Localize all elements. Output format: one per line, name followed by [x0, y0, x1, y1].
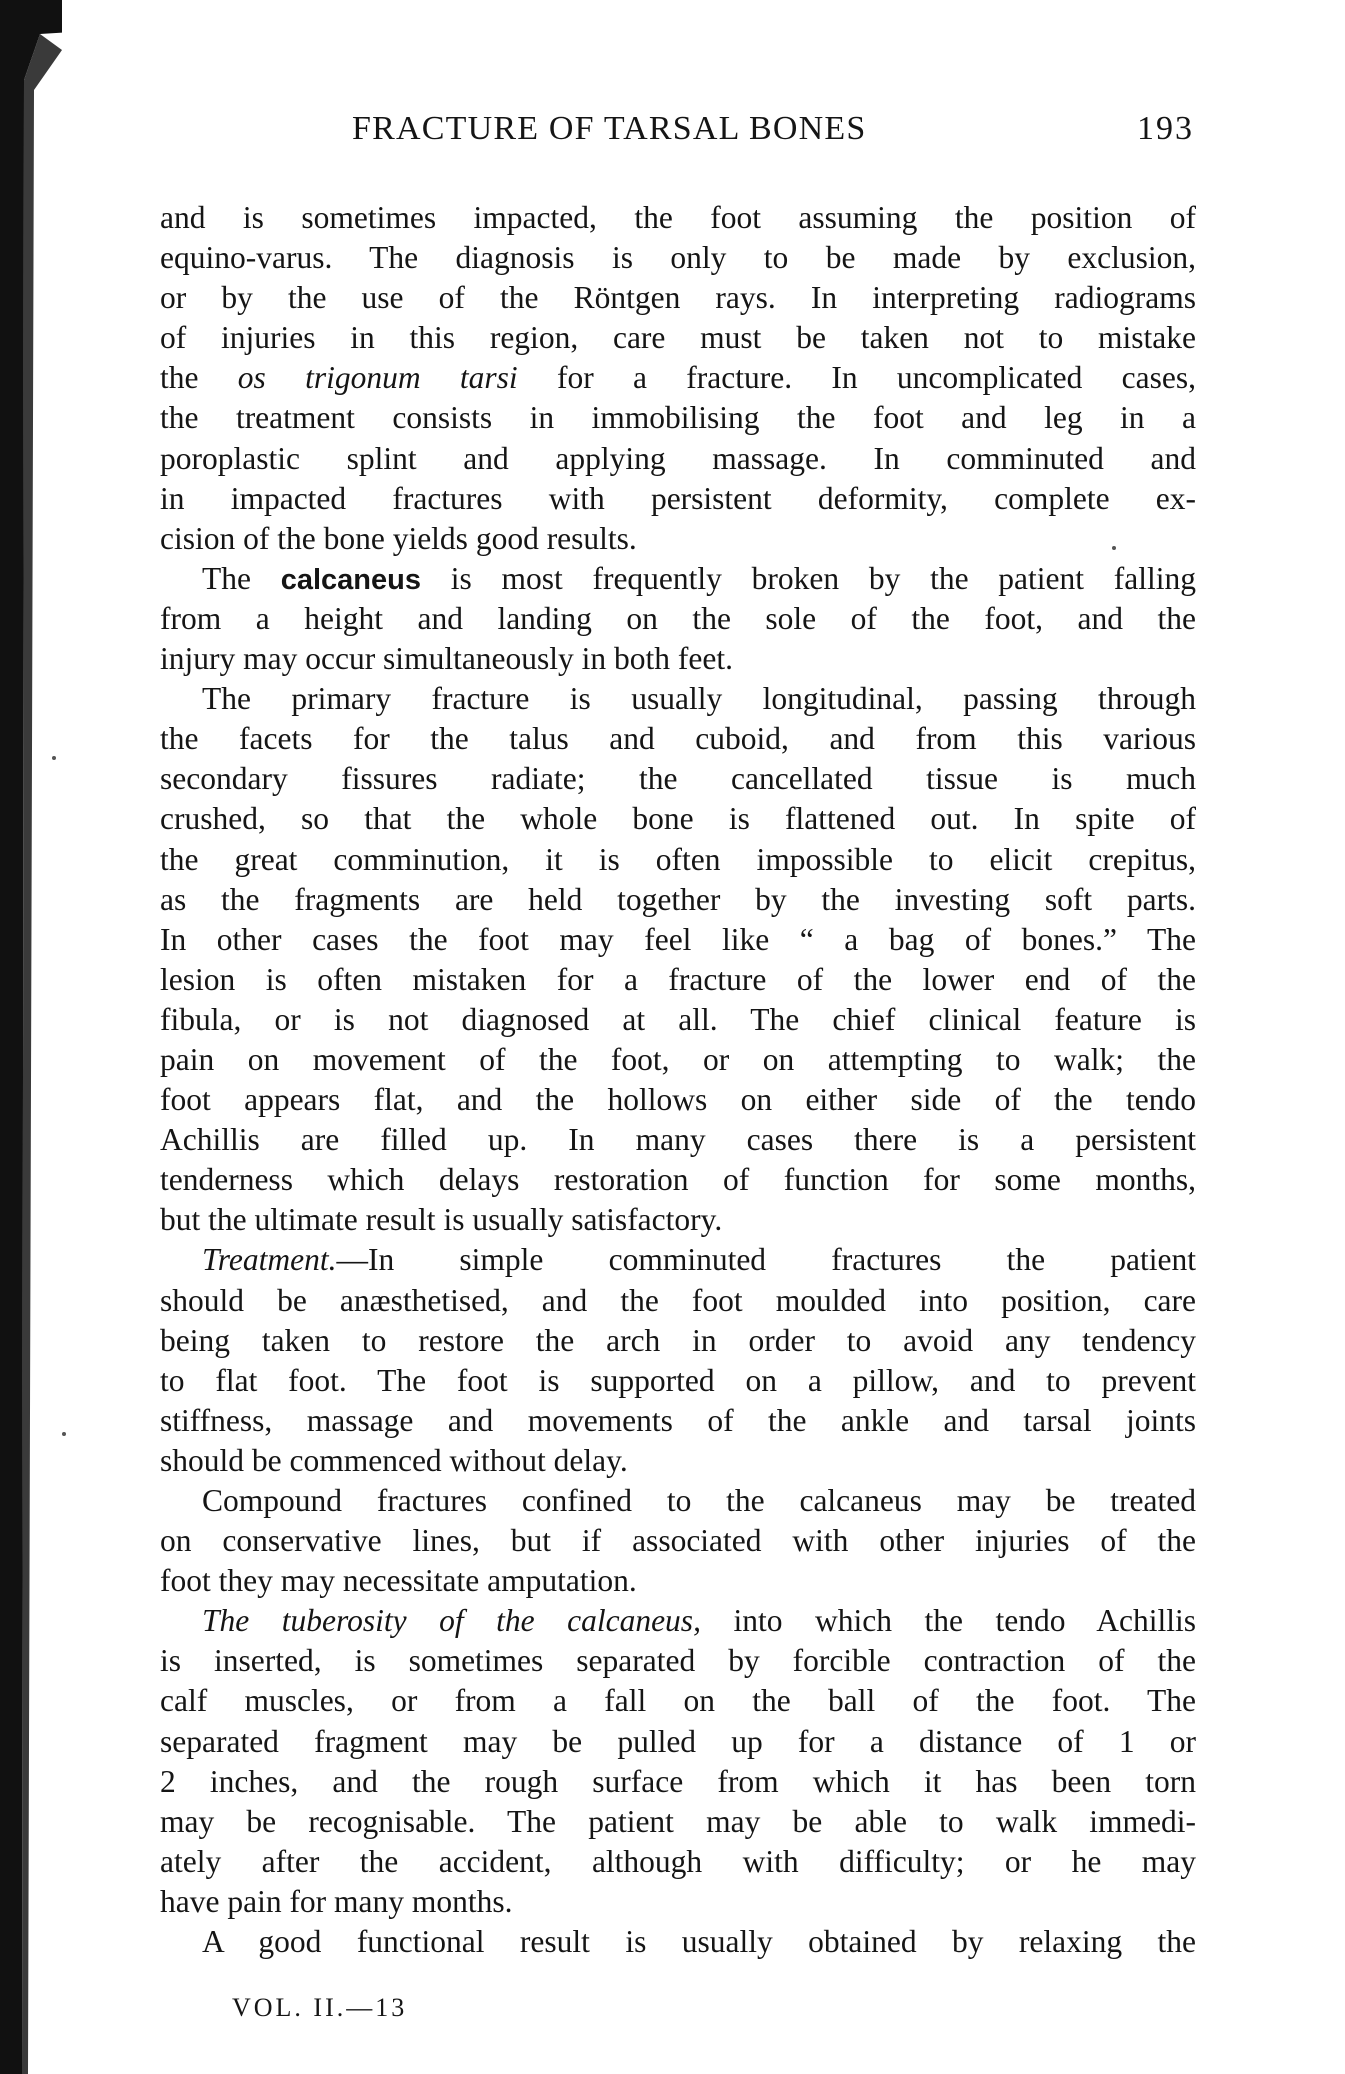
text-line: A good functional result is usually obtained by relaxing the: [202, 1924, 1196, 1960]
text-line: poroplastic splint and applying massage. In comminuted and: [160, 440, 1196, 476]
text-line: 2 inches, and the rough surface from which it has been torn: [160, 1763, 1196, 1799]
text-line: being taken to restore the arch in order to avoid any tendency: [160, 1322, 1196, 1358]
text-line: may be recognisable. The patient may be able to walk immedi-: [160, 1803, 1196, 1839]
running-title: FRACTURE OF TARSAL BONES: [352, 110, 867, 147]
text-line: have pain for many months.: [160, 1883, 513, 1919]
italic-term: os trigonum tarsi: [237, 360, 518, 396]
text-line: stiffness, massage and movements of the ankle and tarsal joints: [160, 1402, 1196, 1438]
text-line: the facets for the talus and cuboid, and from this various: [160, 721, 1196, 757]
text-line: equino-varus. The diagnosis is only to be made by exclusion,: [160, 240, 1196, 276]
running-head: [352, 110, 1194, 160]
text-line: crushed, so that the whole bone is flattened out. In spite of: [160, 801, 1196, 837]
text-line: and is sometimes impacted, the foot assuming the position of: [160, 200, 1196, 235]
text-line: in impacted fractures with persistent deformity, complete ex-: [160, 480, 1196, 516]
italic-heading: Treatment.: [202, 1242, 337, 1278]
text-line: Treatment.—In simple comminuted fractures the patient: [202, 1242, 1196, 1278]
text-line: foot they may necessitate amputation.: [160, 1563, 637, 1599]
text-line: Achillis are filled up. In many cases there is a persistent: [160, 1122, 1196, 1158]
text-line: or by the use of the Röntgen rays. In interpreting radiograms: [160, 280, 1196, 316]
text-line: foot appears flat, and the hollows on either side of the tendo: [160, 1082, 1196, 1118]
text-line: from a height and landing on the sole of the foot, and the: [160, 600, 1196, 636]
body-text: [160, 198, 1196, 1962]
text-line: The primary fracture is usually longitudinal, passing through: [202, 681, 1196, 717]
text-line: secondary fissures radiate; the cancellated tissue is much: [160, 761, 1196, 797]
text-line: should be anæsthetised, and the foot moulded into position, care: [160, 1282, 1196, 1318]
text-line: Compound fractures confined to the calcaneus may be treated: [202, 1483, 1196, 1518]
text-line: but the ultimate result is usually satisfactory.: [160, 1202, 723, 1238]
signature-mark: VOL. II.—13: [232, 1993, 408, 2022]
text-line: the great comminution, it is often impossible to elicit crepitus,: [160, 841, 1196, 877]
italic-heading: The tuberosity of the calcaneus,: [202, 1603, 701, 1639]
text-line: The tuberosity of the calcaneus, into which the tendo Achillis: [202, 1603, 1196, 1639]
text-line: of injuries in this region, care must be taken not to mistake: [160, 320, 1196, 356]
text-line: should be commenced without delay.: [160, 1442, 628, 1478]
text-line: lesion is often mistaken for a fracture of the lower end of the: [160, 961, 1196, 997]
text-line: as the fragments are held together by the investing soft parts.: [160, 881, 1196, 917]
text-line: The calcaneus is most frequently broken by the patient falling: [202, 560, 1196, 596]
text-line: cision of the bone yields good results.: [160, 520, 637, 556]
text-line: on conservative lines, but if associated with other injuries of the: [160, 1523, 1196, 1559]
text-line: tenderness which delays restoration of function for some months,: [160, 1162, 1196, 1198]
text-line: to flat foot. The foot is supported on a pillow, and to prevent: [160, 1362, 1196, 1398]
text-line: injury may occur simultaneously in both feet.: [160, 641, 733, 677]
page-number: 193: [1137, 110, 1194, 147]
text-line: separated fragment may be pulled up for a distance of 1 or: [160, 1723, 1196, 1759]
text-line: fibula, or is not diagnosed at all. The chief clinical feature is: [160, 1001, 1196, 1037]
text-line: is inserted, is sometimes separated by forcible contraction of the: [160, 1643, 1196, 1679]
stray-ink-mark: [62, 1432, 66, 1436]
stray-ink-mark: [1112, 546, 1116, 550]
text-line: the treatment consists in immobilising the foot and leg in a: [160, 400, 1196, 436]
text-line: calf muscles, or from a fall on the ball of the foot. The: [160, 1683, 1196, 1719]
text-line: pain on movement of the foot, or on attempting to walk; the: [160, 1041, 1196, 1077]
stray-ink-mark: [52, 756, 56, 760]
text-line: ately after the accident, although with difficulty; or he may: [160, 1843, 1196, 1879]
text-line: the os trigonum tarsi for a fracture. In uncomplicated cases,: [160, 360, 1196, 396]
text-line: In other cases the foot may feel like “ a bag of bones.” The: [160, 921, 1196, 957]
bold-term: calcaneus: [280, 563, 421, 596]
